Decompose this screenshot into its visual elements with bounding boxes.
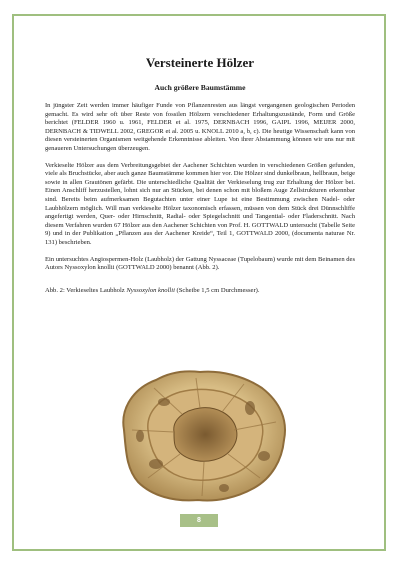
caption-species: Nyssoxylon knollii bbox=[126, 286, 175, 294]
article-subtitle: Auch größere Baumstämme bbox=[154, 83, 246, 92]
fossil-wood-image bbox=[104, 360, 296, 506]
paragraph-intro: In jüngster Zeit werden immer häufiger Funde von Pflanzenresten aus längst vergangenen geologischen Perioden gemacht. Es wird sehr oft über Reste von fossilen Hölzern verschiedener Erhaltungszustände, Form und Größe berichtet (FELDER 1960 u. 1961, FELDER et al. 1975, DERNBACH 1996, GAIPL 1996, MEIJER 2000, DERNBACH & TIDWELL 2002, GREGOR et al. 2005 u. KNOLL 2010 a, b, c). Die heutige Wissenschaft kann von diesen versteinerten Organismen weitgehende Erkenntnisse ableiten. Von ihrer Abstammung können wir uns nur mit genaueren Untersuchungen überzeugen. bbox=[45, 102, 355, 152]
fossil-wood-slice bbox=[104, 360, 296, 506]
fossil-core bbox=[174, 408, 237, 462]
paragraph-silicified-wood: Verkieselte Hölzer aus dem Verbreitungsgebiet der Aachener Schichten wurden in verschiedenen Größen gefunden, viele als Bruchstücke, aber auch ganze Baumstämme kommen hier vor. Die Hölzer sind dunkelbraun, hellbraun, beige sowie in allen Grautönen gefärbt. Die unterschiedliche Qualität der Verkieselung trug zur Erhaltung der Hölzer bei. Einen Anschliff herzustellen, lohnt sich nur an Stücken, bei denen schon mit bloßem Auge Zellstrukturen erkennbar sind. Bereits beim aufmerksamen Begutachten unter einer Lupe ist eine Bestimmung zwischen Nadel- oder Laubhölzern möglich. Will man verkieselte Hölzer taxonomisch erfassen, müssen von dem Stück drei Dünnschliffe angefertigt werden, Quer- oder Hirnschnitt, Radial- oder Spiegelschnitt und Tangential- oder Fladerschnitt. Nach diesem Verfahren wurden 67 Hölzer aus den Aachener Schichten von Prof. H. GOTTWALD untersucht (Tabelle Seite 9) und in der Publikation „Pflanzen aus der Aachener Kreide“, Teil 1, GOTTWALD 2000, (documenta naturae Nr. 131) beschrieben. bbox=[45, 161, 355, 246]
page-number: 8 bbox=[180, 514, 218, 527]
article-title: Versteinerte Hölzer bbox=[145, 55, 255, 70]
paragraph-nyssoxylon: Ein untersuchtes Angiospermen-Holz (Laubholz) der Gattung Nyssaceae (Tupelobaum) wurde mit dem Beinamen des Autors Nyssoxylon knollii (GOTTWALD 2000) benannt (Abb. 2). bbox=[45, 255, 355, 272]
caption-prefix: Abb. 2: Verkieseltes Laubholz bbox=[45, 286, 127, 294]
article bbox=[45, 55, 355, 295]
figure-caption bbox=[45, 287, 355, 296]
caption-suffix: (Scheibe 1,5 cm Durchmesser). bbox=[174, 286, 260, 294]
